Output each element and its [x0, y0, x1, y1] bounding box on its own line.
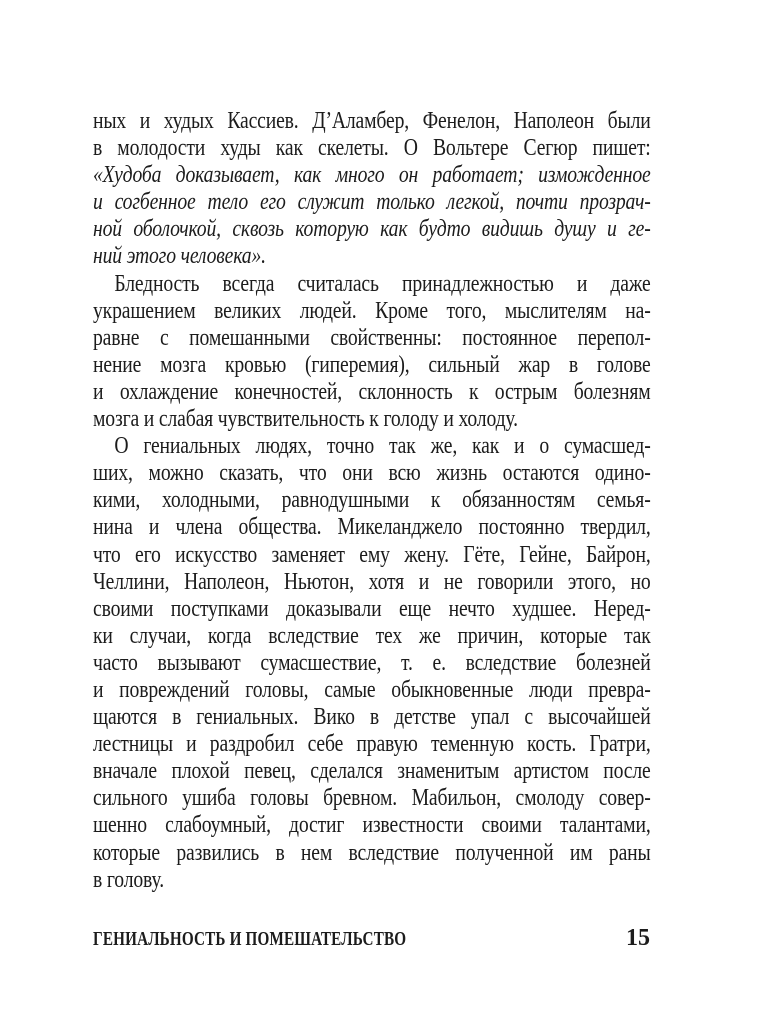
- text-line: сильного ушиба головы бревном. Мабильон, смолоду совер-: [93, 785, 651, 812]
- text-line: щаются в гениальных. Вико в детстве упал с высочайшей: [93, 704, 651, 731]
- text-line: ной оболочкой, сквозь которую как будто видишь душу и ге-: [93, 216, 651, 243]
- text-line: часто вызывают сумасшествие, т. е. вследствие болезней: [93, 649, 651, 676]
- text-line: вначале плохой певец, сделался знаменитым артистом после: [93, 758, 651, 785]
- text-line: и охлаждение конечностей, склонность к острым болезням: [93, 378, 651, 405]
- text-line: нина и члена общества. Микеланджело постоянно твердил,: [93, 514, 651, 541]
- text-line: Бледность всегда считалась принадлежностью и даже: [114, 270, 651, 297]
- text-line: в молодости худы как скелеты. О Вольтере Сегюр пишет:: [93, 135, 651, 162]
- text-line: своими поступками доказывали еще нечто худшее. Неред-: [93, 595, 651, 622]
- text-line: что его искусство заменяет ему жену. Гёте, Гейне, Байрон,: [93, 541, 651, 568]
- page-number: 15: [626, 925, 650, 951]
- body-text: [93, 108, 651, 894]
- running-title: ГЕНИАЛЬНОСТЬ И ПОМЕШАТЕЛЬСТВО: [93, 928, 407, 950]
- text-line: О гениальных людях, точно так же, как и о сумасшед-: [114, 433, 651, 460]
- text-line: шенно слабоумный, достиг известности своими талантами,: [93, 812, 651, 839]
- text-line: в голову.: [93, 866, 164, 893]
- text-line: мозга и слабая чувствительность к голоду и холоду.: [93, 406, 518, 433]
- text-line: которые развились в нем вследствие полученной им раны: [93, 839, 651, 866]
- text-line: Челлини, Наполеон, Ньютон, хотя и не говорили этого, но: [93, 568, 651, 595]
- text-line: нение мозга кровью (гиперемия), сильный жар в голове: [93, 351, 651, 378]
- text-line: ших, можно сказать, что они всю жизнь остаются одино-: [93, 460, 651, 487]
- text-line: «Худоба доказывает, как много он работает; изможденное: [93, 162, 651, 189]
- text-line: и согбенное тело его служит только легкой, почти прозрач-: [93, 189, 651, 216]
- page-footer: [93, 926, 650, 950]
- text-line: ных и худых Кассиев. Д’Аламбер, Фенелон, Наполеон были: [93, 108, 651, 134]
- text-line: украшением великих людей. Кроме того, мыслителям на-: [93, 297, 651, 324]
- text-line: кими, холодными, равнодушными к обязанностям семья-: [93, 487, 651, 514]
- text-line: ний этого человека».: [93, 243, 266, 270]
- text-line: лестницы и раздробил себе правую теменную кость. Гратри,: [93, 731, 651, 758]
- text-line: ки случаи, когда вследствие тех же причин, которые так: [93, 622, 651, 649]
- text-line: и повреждений головы, самые обыкновенные люди превра-: [93, 676, 651, 703]
- text-line: равне с помешанными свойственны: постоянное перепол-: [93, 324, 651, 351]
